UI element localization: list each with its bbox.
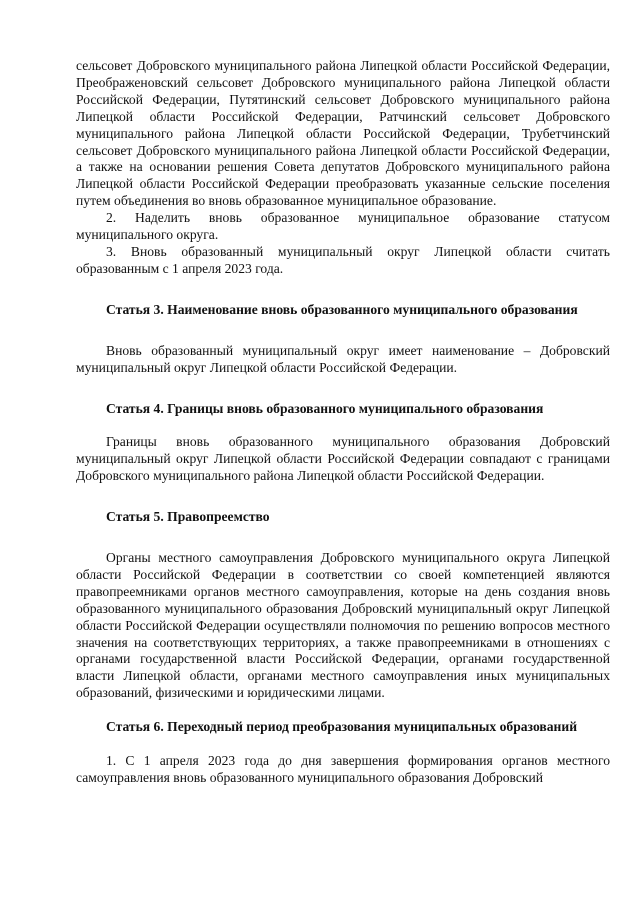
item-2-paragraph: 2. Наделить вновь образованное муниципальное образование статусом муниципального округа. (76, 210, 610, 243)
article-5-heading: Статья 5. Правопреемство (106, 509, 270, 525)
continuation-paragraph: сельсовет Добровского муниципального района Липецкой области Российской Федерации, Преображеновский сельсовет Добровского муниципального района Липецкой области Российской Федерации, Путятинский сельсовет Добровского муниципального района Липецкой области Российской Федерации, Ратчинский сельсовет Добровского муниципального района Липецкой области Российской Федерации, Трубетчинский сельсовет Добровского муниципального района Липецкой области Российской Федерации, а также на основании решения Совета депутатов Добровского муниципального района Липецкой области Российской Федерации преобразовать указанные сельские поселения путем объединения во вновь образованное муниципальное образование. (76, 58, 610, 209)
item-3-paragraph: 3. Вновь образованный муниципальный округ Липецкой области считать образованным с 1 апреля 2023 года. (76, 243, 610, 276)
article-3-text: Вновь образованный муниципальный округ имеет наименование – Добровский муниципальный округ Липецкой области Российской Федерации. (76, 342, 610, 375)
article-6-text: 1. С 1 апреля 2023 года до дня завершения формирования органов местного самоуправления вновь образованного муниципального образования Добровский (76, 753, 610, 785)
article-3-heading: Статья 3. Наименование вновь образованного муниципального образования (106, 301, 578, 317)
document-page (76, 58, 610, 787)
article-4-text: Границы вновь образованного муниципального образования Добровский муниципальный округ Липецкой области Российской Федерации совпадают с границами Добровского муниципального района Липецкой области Российской Федерации. (76, 434, 610, 484)
article-5-text: Органы местного самоуправления Добровского муниципального округа Липецкой области Российской Федерации в соответствии со своей компетенцией являются правопреемниками органов местного самоуправления, которые на день создания вновь образованного муниципального образования Добровский муниципальный округ Липецкой области Российской Федерации осуществляли полномочия по решению вопросов местного значения на соответствующих территориях, а также правопреемниками в отношениях с органами государственной власти Российской Федерации, органами государственной власти Липецкой области, органами местного самоуправления иных муниципальных образований, физическими и юридическими лицами. (76, 550, 610, 701)
article-4-heading: Статья 4. Границы вновь образованного муниципального образования (106, 400, 544, 416)
article-6-heading: Статья 6. Переходный период преобразования муниципальных образований (106, 719, 578, 735)
